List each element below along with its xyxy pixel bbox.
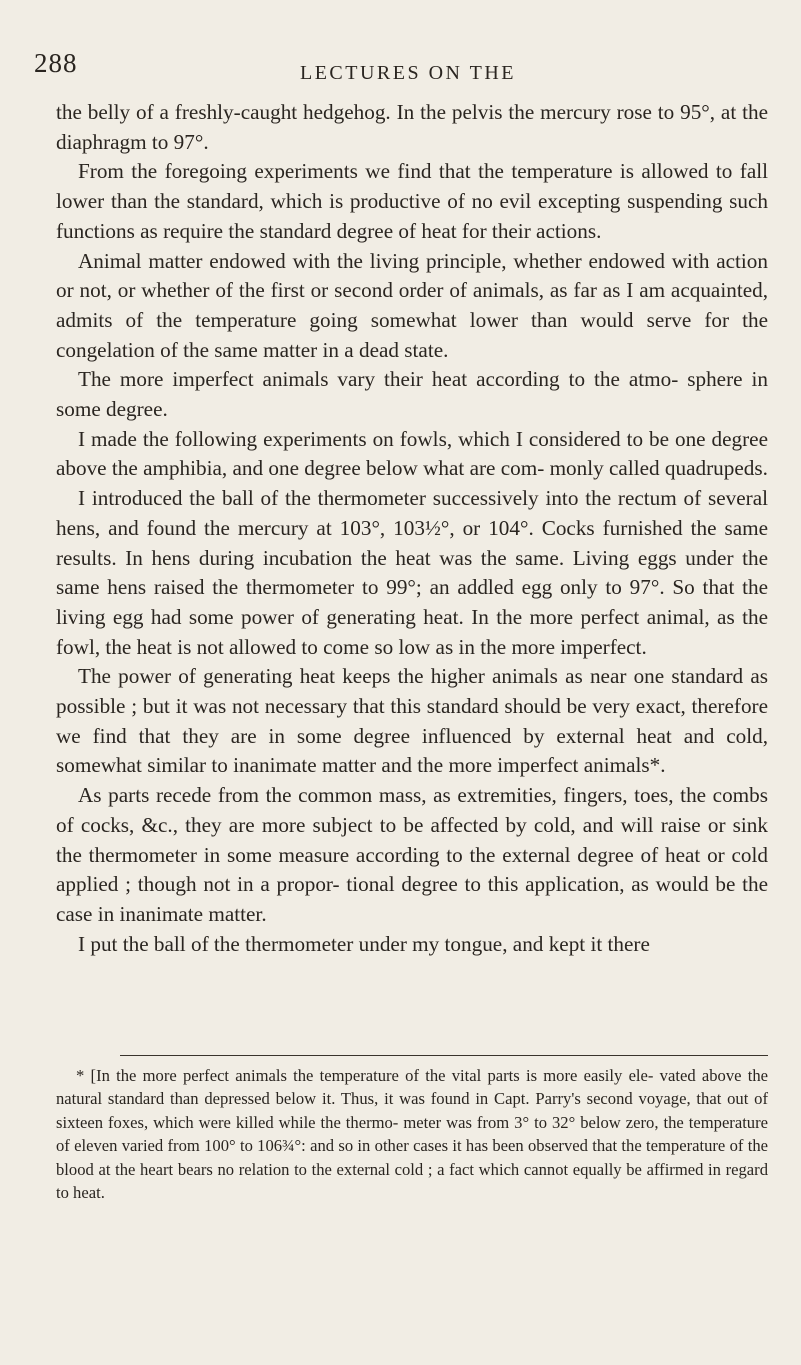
footnote-text: * [In the more perfect animals the temperature of the vital parts is more easily ele- vated above the natural standard than depressed below it. Thus, it was found in Capt. Parry's second voyage, that out of sixteen foxes, which were killed while the thermo- meter was from 3° to 32° below zero, the temperature of eleven varied from 100° to 106¾°: and so in other cases it has been observed that the temperature of the blood at the heart bears no relation to the external cold ; a fact which cannot equally be affirmed in regard to heat. <box>56 1066 768 1203</box>
paragraph-5: I made the following experiments on fowls, which I considered to be one degree above the amphibia, and one degree below what are com- monly called quadrupeds. <box>56 426 768 481</box>
paragraph-8: As parts recede from the common mass, as extremities, fingers, toes, the combs of cocks, &c., they are more subject to be affected by cold, and will raise or sink the thermometer in some measure according to the external degree of heat or cold applied ; though not in a propor- tional degree to this application, as would be the case in inanimate matter. <box>56 783 768 926</box>
paragraph-2: From the foregoing experiments we find that the temperature is allowed to fall lower than the standard, which is productive of no evil excepting suspending such functions as require the standard degree of heat for their actions. <box>56 159 768 243</box>
paragraph-7: The power of generating heat keeps the higher animals as near one standard as possible ; but it was not necessary that this standard should be very exact, therefore we find that they are in some degree influenced by external heat and cold, somewhat similar to inanimate matter and the more imperfect animals*. <box>56 664 768 778</box>
footnote <box>56 1064 768 1204</box>
paragraph-3: Animal matter endowed with the living principle, whether endowed with action or not, or whether of the first or second order of animals, as far as I am acquainted, admits of the temperature going somewhat lower than would serve for the congelation of the same matter in a dead state. <box>56 248 768 362</box>
paragraph-1: the belly of a freshly-caught hedgehog. In the pelvis the mercury rose to 95°, at the diaphragm to 97°. <box>56 100 768 154</box>
paragraph-9: I put the ball of the thermometer under my tongue, and kept it there <box>78 931 650 956</box>
paragraph-4: The more imperfect animals vary their heat according to the atmo- sphere in some degree. <box>56 367 768 422</box>
paragraph-6: I introduced the ball of the thermometer successively into the rectum of several hens, and found the mercury at 103°, 103½°, or 104°. Cocks furnished the same results. In hens during incubation the heat was the same. Living eggs under the same hens raised the thermometer to 99°; an addled egg only to 97°. So that the living egg had some power of generating heat. In the more perfect animal, as the fowl, the heat is not allowed to come so low as in the more imperfect. <box>56 486 768 659</box>
page-number: 288 <box>34 48 78 78</box>
body-text <box>56 98 768 959</box>
footnote-divider <box>120 1055 768 1056</box>
running-title: LECTURES ON THE <box>300 62 517 84</box>
